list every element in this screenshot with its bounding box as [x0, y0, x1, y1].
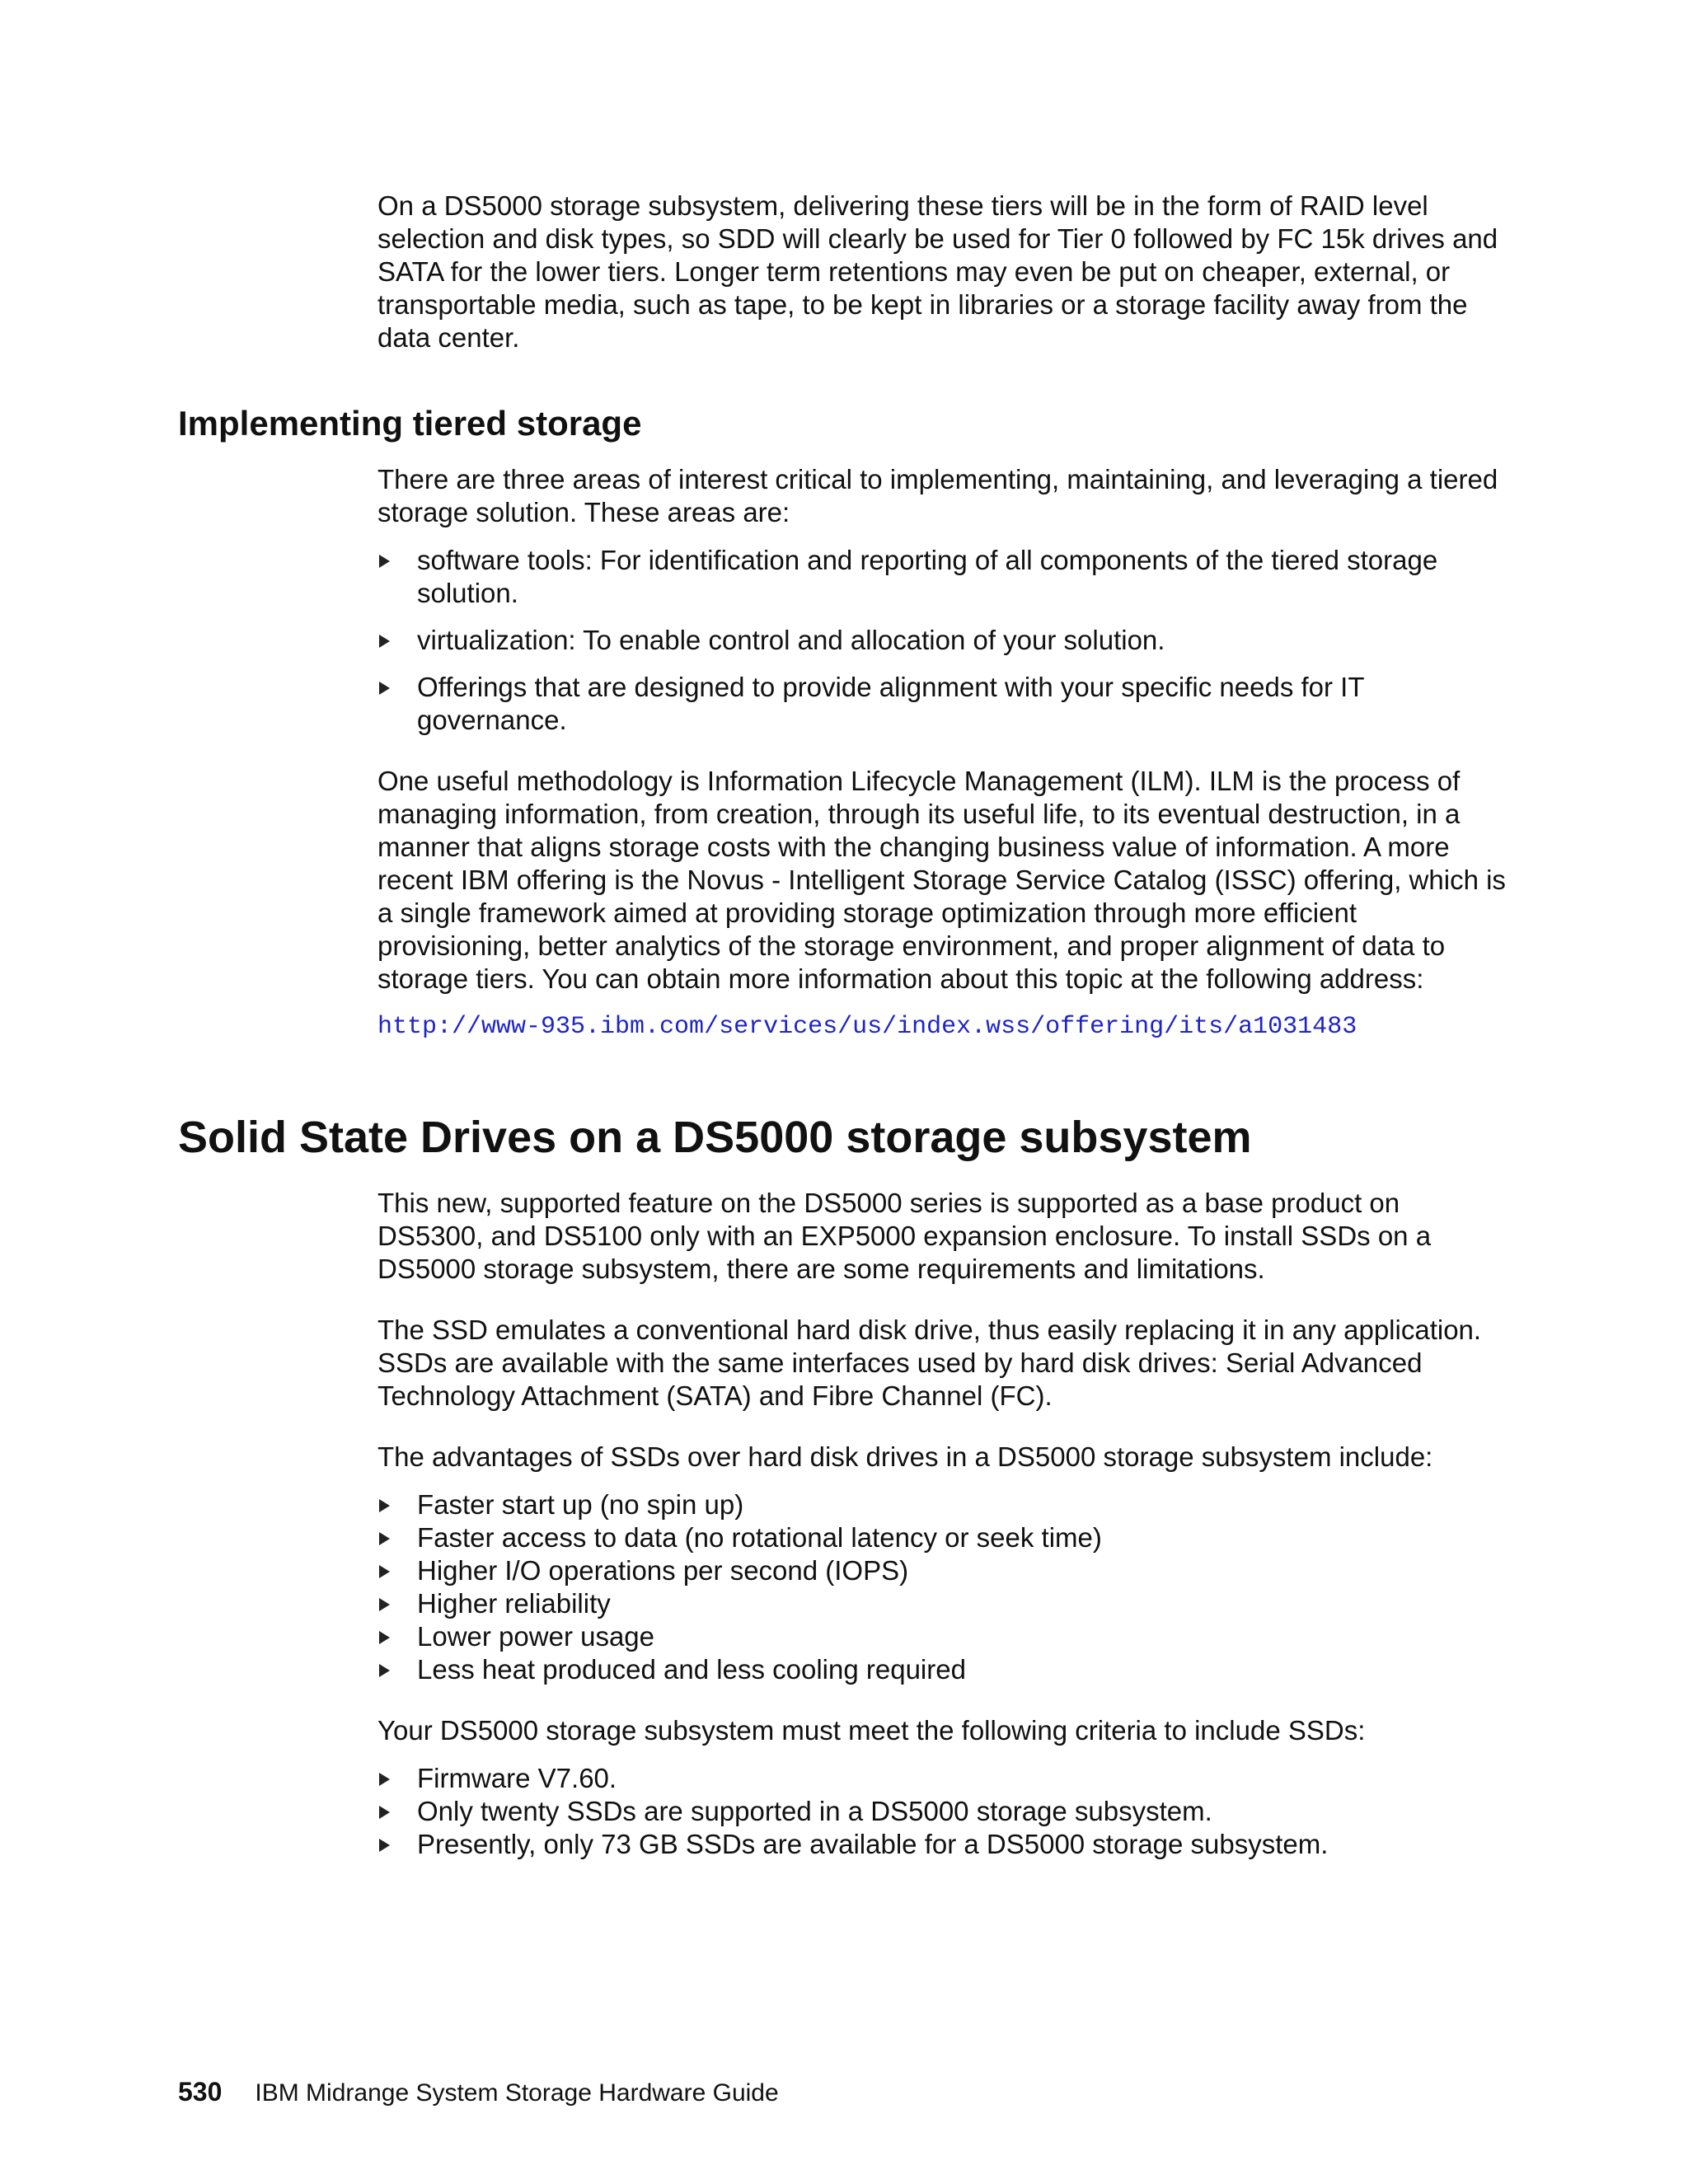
list-item-text: Only twenty SSDs are supported in a DS5000 storage subsystem. [417, 1796, 1212, 1826]
ilm-paragraph: One useful methodology is Information Lifecycle Management (ILM). ILM is the process of managing information, from creation, through its useful life, to its eventual destruction, in a manner that aligns storage costs with the changing business value of information. A more recent IBM offering is the Novus - Intelligent Storage Service Catalog (ISSC) offering, which is a single framework aimed at providing storage optimization through more efficient provisioning, better analytics of the storage environment, and proper alignment of data to storage tiers. You can obtain more information about this topic at the following address: [377, 766, 1506, 994]
page-footer [178, 2075, 779, 2110]
ssd-paragraph-1: This new, supported feature on the DS5000 series is supported as a base product on DS5300, and DS5100 only with an EXP5000 expansion enclosure. To install SSDs on a DS5000 storage subsystem, there are some requirements and limitations. [377, 1188, 1432, 1284]
tiered-intro-paragraph: There are three areas of interest critical to implementing, maintaining, and leveraging a tiered storage solution. These areas are: [377, 464, 1498, 527]
list-item-text: Offerings that are designed to provide alignment with your specific needs for IT governance. [417, 672, 1364, 735]
list-item-text: Presently, only 73 GB SSDs are available for a DS5000 storage subsystem. [417, 1829, 1329, 1859]
list-item [377, 1653, 1507, 1686]
list-item-text: Less heat produced and less cooling required [417, 1654, 966, 1685]
list-item [377, 1554, 1507, 1587]
page-number: 530 [178, 2077, 223, 2107]
ssd-advantages-list [377, 1488, 1507, 1686]
bullet-triangle-icon [379, 1839, 390, 1852]
list-item [377, 1795, 1507, 1828]
list-item-text: Lower power usage [417, 1621, 655, 1652]
list-item-text: Faster access to data (no rotational latency or seek time) [417, 1522, 1102, 1553]
list-item-text: Firmware V7.60. [417, 1763, 617, 1793]
list-item [377, 1828, 1507, 1861]
bullet-triangle-icon [379, 1532, 390, 1545]
bullet-triangle-icon [379, 635, 390, 648]
intro-paragraph: On a DS5000 storage subsystem, delivering these tiers will be in the form of RAID level selection and disk types, so SDD will clearly be used for Tier 0 followed by FC 15k drives and SATA for the lower tiers. Longer term retentions may even be put on cheaper, external, or transportable media, such as tape, to be kept in libraries or a storage facility away from the data center. [377, 190, 1498, 353]
bullet-triangle-icon [379, 1631, 390, 1644]
ssd-paragraph-3: The advantages of SSDs over hard disk drives in a DS5000 storage subsystem include: [377, 1441, 1433, 1472]
bullet-triangle-icon [379, 1565, 390, 1578]
bullet-triangle-icon [379, 555, 390, 568]
ssd-paragraph-2: The SSD emulates a conventional hard disk drive, thus easily replacing it in any application. SSDs are available with the same interfaces used by hard disk drives: Serial Advanced Technology Attachment (SATA) and Fibre Channel (FC). [377, 1315, 1482, 1411]
list-item [377, 544, 1507, 610]
list-item-text: Higher reliability [417, 1588, 611, 1619]
list-item-text: Higher I/O operations per second (IOPS) [417, 1555, 909, 1586]
bullet-triangle-icon [379, 1806, 390, 1819]
bullet-triangle-icon [379, 1664, 390, 1677]
ssd-criteria-list [377, 1762, 1507, 1861]
bullet-triangle-icon [379, 1499, 390, 1512]
list-item-text: virtualization: To enable control and allocation of your solution. [417, 625, 1165, 655]
bullet-triangle-icon [379, 1598, 390, 1611]
list-item [377, 671, 1507, 737]
ibm-offering-link[interactable]: http://www-935.ibm.com/services/us/index.wss/offering/its/a1031483 [377, 1013, 1357, 1041]
list-item-text: Faster start up (no spin up) [417, 1489, 744, 1520]
bullet-triangle-icon [379, 1773, 390, 1786]
section-heading-ssd: Solid State Drives on a DS5000 storage subsystem [178, 1113, 1252, 1162]
tiered-areas-list [377, 544, 1507, 751]
bullet-triangle-icon [379, 682, 390, 695]
list-item [377, 1587, 1507, 1620]
ssd-paragraph-4: Your DS5000 storage subsystem must meet the following criteria to include SSDs: [377, 1715, 1366, 1746]
list-item [377, 624, 1507, 657]
book-title: IBM Midrange System Storage Hardware Guide [255, 2079, 779, 2107]
list-item [377, 1521, 1507, 1554]
list-item-text: software tools: For identification and reporting of all components of the tiered storage solution. [417, 545, 1438, 608]
list-item [377, 1762, 1507, 1795]
list-item [377, 1620, 1507, 1653]
list-item [377, 1488, 1507, 1521]
section-heading-tiered-storage: Implementing tiered storage [178, 404, 642, 443]
